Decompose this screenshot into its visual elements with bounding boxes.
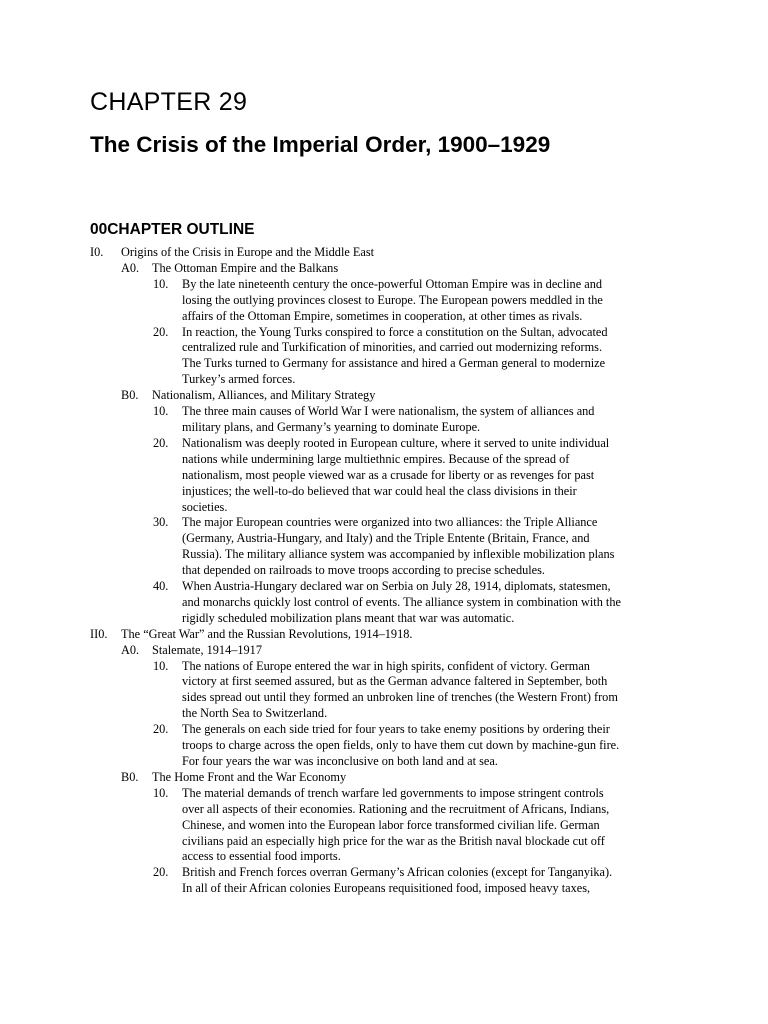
outline-item-text [182,865,682,897]
outline-text-line: the North Sea to Switzerland. [182,706,328,721]
outline-text-line: The Turks turned to Germany for assistance and hired a German general to modernize [182,356,606,371]
outline-item-level-3 [0,277,768,325]
outline-item-text [182,786,682,866]
outline-item-text [182,404,682,436]
chapter-number: CHAPTER 29 [90,88,248,116]
outline-text-line: Stalemate, 1914–1917 [152,642,262,657]
outline-item-level-2 [0,261,768,277]
outline-text-line: nationalism, most people viewed war as a crusade for liberty or as revenges for past [182,467,595,482]
outline-text-line: losing the outlying provinces closest to Europe. The European powers meddled in the [182,292,603,307]
outline-item-number: 10. [153,658,169,673]
outline-item-level-3 [0,722,768,770]
outline-text-line: Russia). The military alliance system was accompanied by inflexible mobilization plans [182,547,615,562]
outline-item-number: 40. [153,579,169,594]
outline-text-line: over all aspects of their economies. Rationing and the recruitment of Africans, Indians, [182,801,610,816]
outline-text-line: Nationalism, Alliances, and Military Strategy [152,388,376,403]
outline-text-line: access to essential food imports. [182,849,341,864]
outline-text-line: The major European countries were organized into two alliances: the Triple Alliance [182,515,598,530]
outline-text-line: Origins of the Crisis in Europe and the Middle East [121,245,375,259]
outline-text-line: civilians paid an especially high price for the war as the British naval blockade cut off [182,833,605,848]
outline-text-line: Turkey’s armed forces. [182,372,296,387]
outline-item-number: 10. [153,276,169,291]
outline-item-number: II0. [90,626,108,641]
outline-text-line: victory at first seemed assured, but as the German advance faltered in September, both [182,674,608,689]
outline-item-text [182,722,682,770]
outline-text-line: affairs of the Ottoman Empire, sometimes in cooperation, at other times as rivals. [182,308,583,323]
outline-item-text [182,515,682,579]
outline-text-line: The material demands of trench warfare led governments to impose stringent controls [182,785,604,800]
outline-item-number: B0. [121,769,139,784]
outline-item-level-3 [0,786,768,866]
chapter-outline [0,245,768,897]
outline-text-line: centralized rule and Turkification of minorities, and carried out modernizing reforms. [182,340,603,355]
outline-text-line: and monarchs quickly lost control of events. The alliance system in combination with the [182,594,621,609]
outline-item-number: I0. [90,245,104,259]
outline-item-text [182,436,682,516]
outline-text-line: The generals on each side tried for four years to take enemy positions by ordering their [182,722,610,737]
outline-item-text [182,659,682,723]
outline-item-text [152,261,768,277]
outline-item-text [121,245,768,261]
outline-item-text [152,388,768,404]
outline-item-number: 30. [153,515,169,530]
outline-item-text [121,627,768,643]
outline-item-level-3 [0,325,768,389]
outline-item-level-1 [0,627,768,643]
outline-item-level-3 [0,404,768,436]
outline-item-level-3 [0,515,768,579]
outline-item-level-3 [0,579,768,627]
outline-item-text [152,770,768,786]
outline-text-line: The three main causes of World War I were nationalism, the system of alliances and [182,404,595,419]
outline-text-line: The Ottoman Empire and the Balkans [152,260,339,275]
outline-text-line: For four years the war was inconclusive on both land and at sea. [182,754,498,768]
outline-text-line: The Home Front and the War Economy [152,769,347,784]
chapter-title: The Crisis of the Imperial Order, 1900–1929 [90,132,551,157]
outline-text-line: societies. [182,499,228,514]
outline-text-line: rigidly scheduled mobilization plans meant that war was automatic. [182,610,515,625]
outline-text-line: The “Great War” and the Russian Revolutions, 1914–1918. [121,626,413,641]
outline-heading: 00CHAPTER OUTLINE [90,221,255,238]
outline-item-number: 10. [153,785,169,800]
outline-text-line: By the late nineteenth century the once-powerful Ottoman Empire was in decline and [182,276,602,291]
outline-item-level-2 [0,388,768,404]
outline-item-level-3 [0,436,768,516]
outline-text-line: When Austria-Hungary declared war on Serbia on July 28, 1914, diplomats, statesmen, [182,579,611,594]
outline-item-level-2 [0,643,768,659]
outline-item-number: 20. [153,722,169,737]
outline-item-level-2 [0,770,768,786]
outline-item-level-3 [0,659,768,723]
outline-text-line: (Germany, Austria-Hungary, and Italy) and the Triple Entente (Britain, France, and [182,531,590,546]
outline-text-line: military plans, and Germany’s yearning to dominate Europe. [182,419,481,434]
outline-text-line: injustices; the well-to-do believed that war could heal the class divisions in their [182,483,577,498]
outline-text-line: In reaction, the Young Turks conspired to force a constitution on the Sultan, advocated [182,324,608,339]
outline-item-text [182,579,682,627]
outline-text-line: troops to charge across the open fields, only to have them cut down by machine-gun fire. [182,738,620,753]
outline-item-number: 20. [153,324,169,339]
outline-text-line: sides spread out until they formed an unbroken line of trenches (the Western Front) from [182,690,618,705]
outline-text-line: The nations of Europe entered the war in high spirits, confident of victory. German [182,658,590,673]
outline-item-number: A0. [121,260,140,275]
outline-text-line: nations while undermining large multiethnic empires. Because of the spread of [182,451,570,466]
outline-text-line: British and French forces overran Germany’s African colonies (except for Tanganyika). [182,865,613,880]
outline-item-number: A0. [121,642,140,657]
outline-text-line: Chinese, and women into the European labor force transformed civilian life. German [182,817,600,832]
outline-item-number: 10. [153,404,169,419]
outline-text-line: that depended on railroads to move troops according to precise schedules. [182,563,545,578]
outline-item-number: 20. [153,865,169,880]
outline-text-line: In all of their African colonies Europeans requisitioned food, imposed heavy taxes, [182,881,591,896]
outline-item-number: B0. [121,388,139,403]
outline-item-text [182,277,682,325]
outline-item-text [182,325,682,389]
outline-item-text [152,643,768,659]
outline-text-line: Nationalism was deeply rooted in European culture, where it served to unite individual [182,435,610,450]
outline-item-number: 20. [153,435,169,450]
outline-item-level-1 [0,245,768,261]
outline-item-level-3 [0,865,768,897]
